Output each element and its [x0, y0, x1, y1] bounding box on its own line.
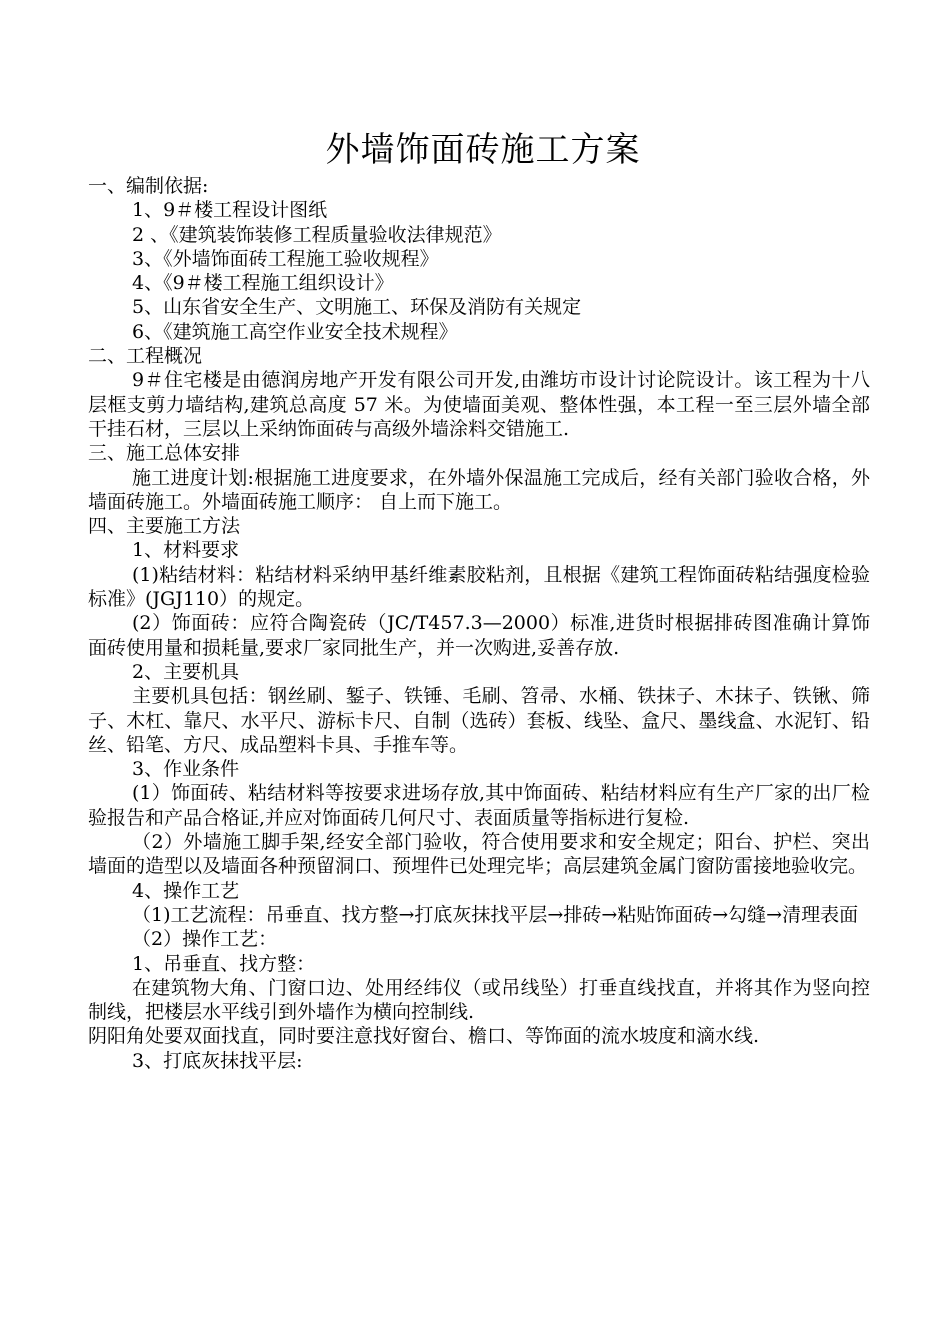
process-flow-paragraph: （1)工艺流程：吊垂直、找方整→打底灰抹找平层→排砖→粘贴饰面砖→勾缝→清理表面 — [132, 903, 859, 926]
conditions-paragraph-1: (1）饰面砖、粘结材料等按要求进场存放,其中饰面砖、粘结材料应有生产厂家的出厂检验报告和产品合格证,并应对饰面砖几何尺寸、表面质量等指标进行复检. — [88, 782, 870, 829]
materials-paragraph-tile: (2）饰面砖：应符合陶瓷砖（JC/T457.3—2000）标准,进货时根据排砖图准确计算饰面砖使用量和损耗量,要求厂家同批生产，并一次购进,妥善存放. — [88, 612, 870, 659]
subheading-conditions: 3、作业条件 — [132, 758, 240, 781]
basis-item: 6、《建筑施工高空作业安全技术规程》 — [132, 320, 458, 343]
basis-item: 3、《外墙饰面砖工程施工验收规程》 — [132, 247, 439, 270]
section-heading-overview: 二、工程概况 — [88, 345, 203, 368]
materials-paragraph-adhesive: (1)粘结材料：粘结材料采纳甲基纤维素胶粘剂，且根据《建筑工程饰面砖粘结强度检验标准》(JGJ110）的规定。 — [88, 563, 870, 611]
basis-item: 2 、《建筑装饰装修工程质量验收法律规范》 — [132, 223, 502, 246]
basis-item: 5、山东省安全生产、文明施工、环保及消防有关规定 — [132, 296, 582, 319]
overview-paragraph: 9＃住宅楼是由德润房地产开发有限公司开发,由潍坊市设计讨论院设计。该工程为十八层框支剪力墙结构,建筑总高度 57 米。为使墙面美观、整体性强，本工程一至三层外墙全部干挂石材，三层以上采纳饰面砖与高级外墙涂料交错施工. — [88, 369, 870, 440]
basis-item: 1、9＃楼工程设计图纸 — [132, 199, 328, 222]
schedule-paragraph: 施工进度计划:根据施工进度要求，在外墙外保温施工完成后，经有关部门验收合格，外墙面砖施工。外墙面砖施工顺序： 自上而下施工。 — [88, 466, 870, 513]
tools-paragraph: 主要机具包括：钢丝刷、錾子、铁锤、毛刷、笤帚、水桶、铁抹子、木抹子、铁锹、筛子、木杠、靠尺、水平尺、游标卡尺、自制（选砖）套板、线坠、盒尺、墨线盒、水泥钉、铅丝、铅笔、方尺、成品塑料卡具、手推车等。 — [88, 685, 870, 756]
corner-paragraph: 阴阳角处要双面找直，同时要注意找好窗台、檐口、等饰面的流水坡度和滴水线. — [88, 1025, 760, 1048]
section-heading-methods: 四、主要施工方法 — [88, 515, 241, 538]
plumb-paragraph: 在建筑物大角、门窗口边、处用经纬仪（或吊线坠）打垂直线找直，并将其作为竖向控制线，把楼层水平线引到外墙作为横向控制线. — [88, 976, 870, 1024]
subheading-materials: 1、材料要求 — [132, 539, 240, 562]
subheading-process: 4、操作工艺 — [132, 879, 240, 902]
step-heading-leveling: 3、打底灰抹找平层: — [132, 1049, 303, 1072]
operation-heading: （2）操作工艺： — [132, 928, 278, 951]
basis-item: 4、《9＃楼工程施工组织设计》 — [132, 272, 394, 295]
step-heading-plumb: 1、吊垂直、找方整： — [132, 952, 316, 975]
document-title: 外墙饰面砖施工方案 — [325, 130, 641, 170]
section-heading-schedule: 三、施工总体安排 — [88, 442, 241, 465]
section-heading-basis: 一、编制依据: — [88, 175, 209, 197]
subheading-tools: 2、主要机具 — [132, 660, 240, 683]
conditions-paragraph-2: （2）外墙施工脚手架,经安全部门验收，符合使用要求和安全规定；阳台、护栏、突出墙面的造型以及墙面各种预留洞口、预埋件已处理完毕；高层建筑金属门窗防雷接地验收完。 — [88, 831, 870, 878]
